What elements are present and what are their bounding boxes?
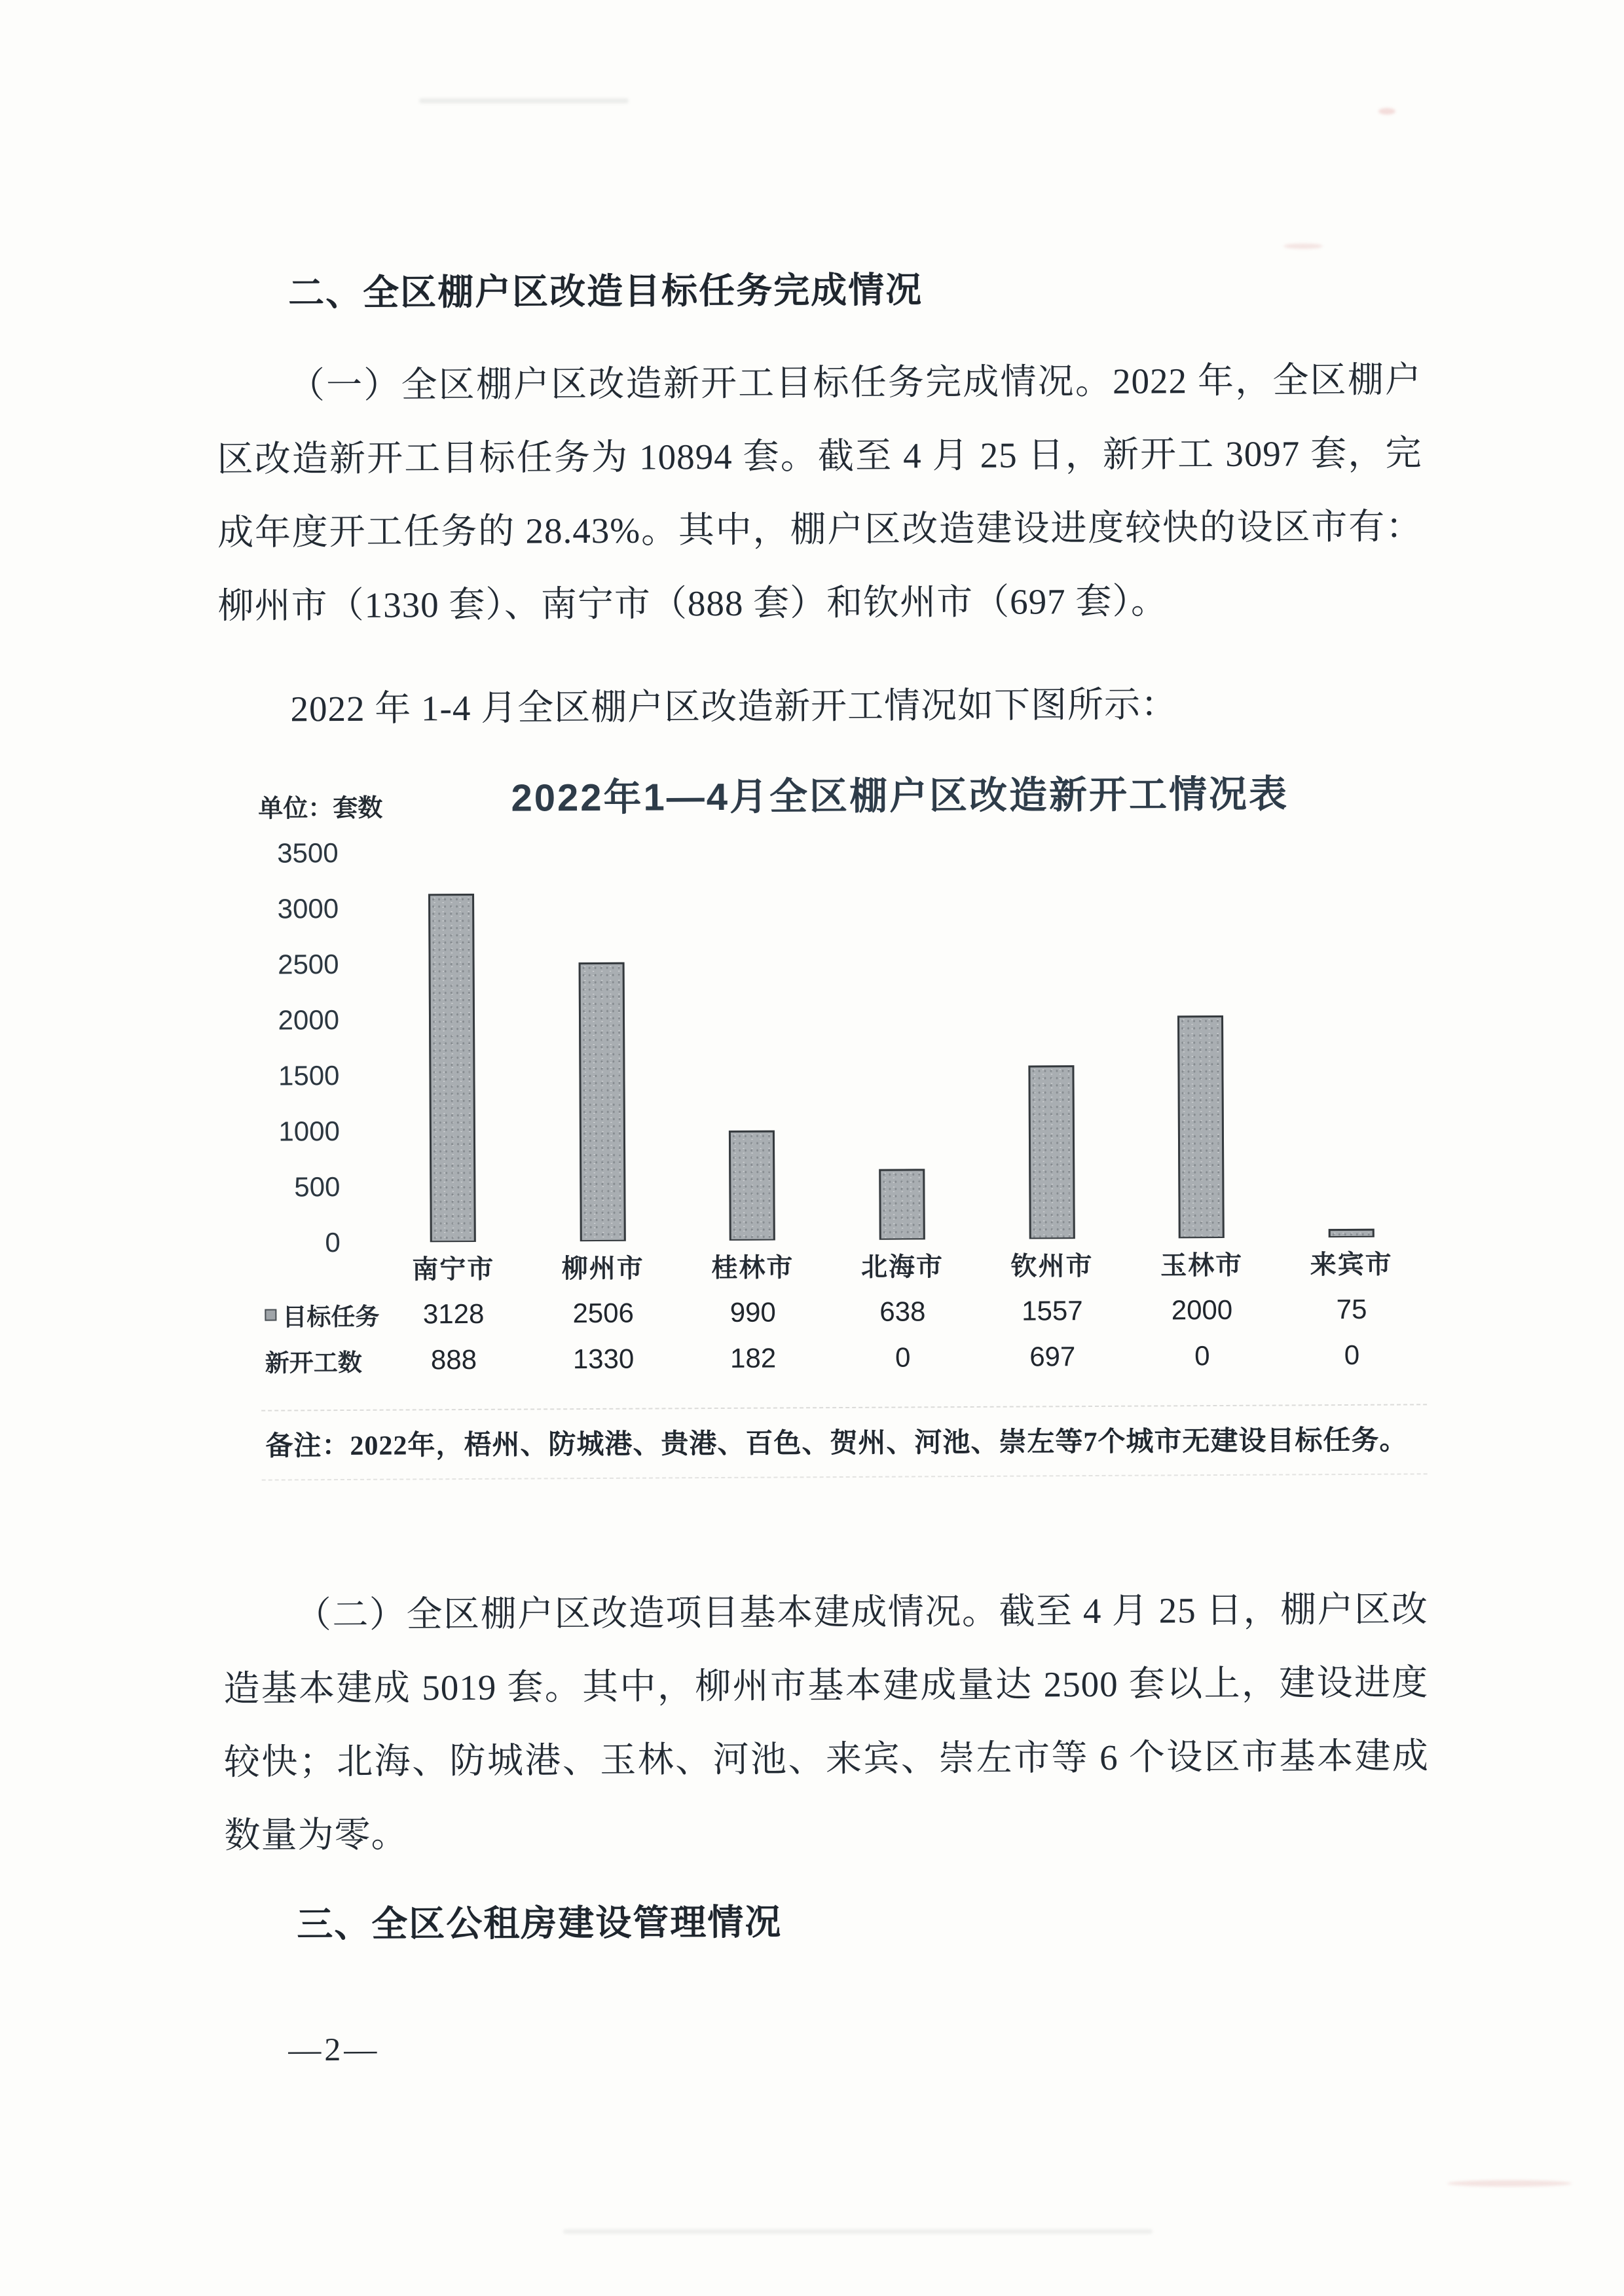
series-value: 1557 [1022,1295,1083,1326]
category-label: 来宾市 [1310,1249,1393,1280]
y-tick-label: 2000 [278,1004,340,1036]
paragraph-newstart-completion: （一）全区棚户区改造新开工目标任务完成情况。2022 年，全区棚户区改造新开工目标任务为 10894 套。截至 4 月 25 日，新开工 3097 套，完成年度开工任务的 28.43%。其中，棚户区改造建设进度较快的设区市有：柳州市（1330 套）、南宁市（888 套）和钦州市（697 套）。 [217,359,1423,626]
y-tick-label: 1000 [278,1116,341,1147]
bar-slot [377,852,528,1243]
y-axis [259,837,359,1258]
y-tick-label: 0 [325,1227,341,1258]
series-value: 990 [729,1296,776,1328]
series-value: 638 [879,1296,926,1327]
section-2-heading: 二、全区棚户区改造目标任务完成情况 [288,269,923,314]
legend-square-icon [265,1309,276,1321]
page-number: —2— [288,2030,380,2068]
bar-slot [975,849,1127,1239]
bars-region [377,847,1426,1242]
series-value: 0 [1194,1340,1210,1372]
bar [578,962,625,1241]
category-label: 桂林市 [711,1252,794,1283]
y-tick-label: 1500 [278,1060,340,1091]
chart-header [258,762,1424,823]
series-value: 697 [1029,1341,1076,1372]
bar [1028,1065,1075,1239]
series-name: 新开工数 [265,1349,362,1377]
bar-slot [526,851,678,1241]
bar [1328,1229,1374,1237]
scan-artifact [563,2229,1153,2234]
series-row-label [261,1343,379,1379]
scan-artifact [419,98,629,103]
series-value: 182 [729,1342,777,1374]
chart-plot-area [259,837,1426,1258]
document-content [216,261,1430,2069]
chart-data-table [261,1243,1427,1378]
table-corner-spacer [261,1267,378,1268]
paragraph-basically-completed: （二）全区棚户区改造项目基本建成情况。截至 4 月 25 日，棚户区改造基本建成 5019 套。其中，柳州市基本建成量达 2500 套以上，建设进度较快；北海、防城港、玉林、河池、来宾、崇左市等 6 个设区市基本建成数量为零。 [223,1589,1430,1855]
category-label: 北海市 [860,1252,944,1282]
series-name: 目标任务 [282,1303,380,1332]
bar [879,1169,925,1240]
bar [428,894,476,1242]
series-value: 1330 [572,1343,635,1375]
series-row [261,1337,1427,1378]
chart-note: 备注：2022年，梧州、防城港、贵港、百色、贺州、河池、崇左等7个城市无建设目标任务。 [261,1404,1428,1480]
section-3-heading: 三、全区公租房建设管理情况 [297,1901,783,1945]
bar [1177,1015,1225,1238]
y-tick-label: 2500 [278,949,339,980]
series-value: 2000 [1171,1294,1233,1326]
series-value: 888 [430,1343,477,1376]
bar-slot [676,850,828,1241]
chart-unit-label: 单位：套数 [258,794,383,823]
chart-title: 2022年1—4月全区棚户区改造新开工情况表 [511,773,1289,820]
series-value-rows [261,1291,1427,1378]
newstart-bar-chart [258,762,1428,1480]
series-value: 75 [1336,1293,1367,1325]
series-row [261,1291,1426,1332]
bar [729,1130,775,1241]
category-label: 柳州市 [561,1253,644,1284]
category-label: 钦州市 [1010,1251,1094,1281]
series-row-label [261,1297,378,1333]
series-value: 0 [895,1341,911,1373]
category-label-row [261,1243,1426,1286]
category-label: 玉林市 [1160,1250,1244,1281]
category-label: 南宁市 [412,1254,495,1285]
scan-artifact [1447,2180,1572,2187]
scan-artifact [1378,108,1395,115]
series-value: 0 [1344,1339,1360,1371]
y-tick-label: 500 [294,1171,341,1203]
series-value: 2506 [572,1297,635,1329]
series-value: 3128 [422,1298,485,1330]
bar-slot [825,850,977,1240]
scan-artifact [1283,244,1323,249]
y-tick-label: 3000 [277,893,339,924]
paragraph-chart-intro: 2022 年 1-4 月全区棚户区改造新开工情况如下图所示： [290,684,1178,729]
y-tick-label: 3500 [277,837,339,869]
bar-slot [1274,847,1426,1237]
bar-slot [1125,848,1277,1239]
